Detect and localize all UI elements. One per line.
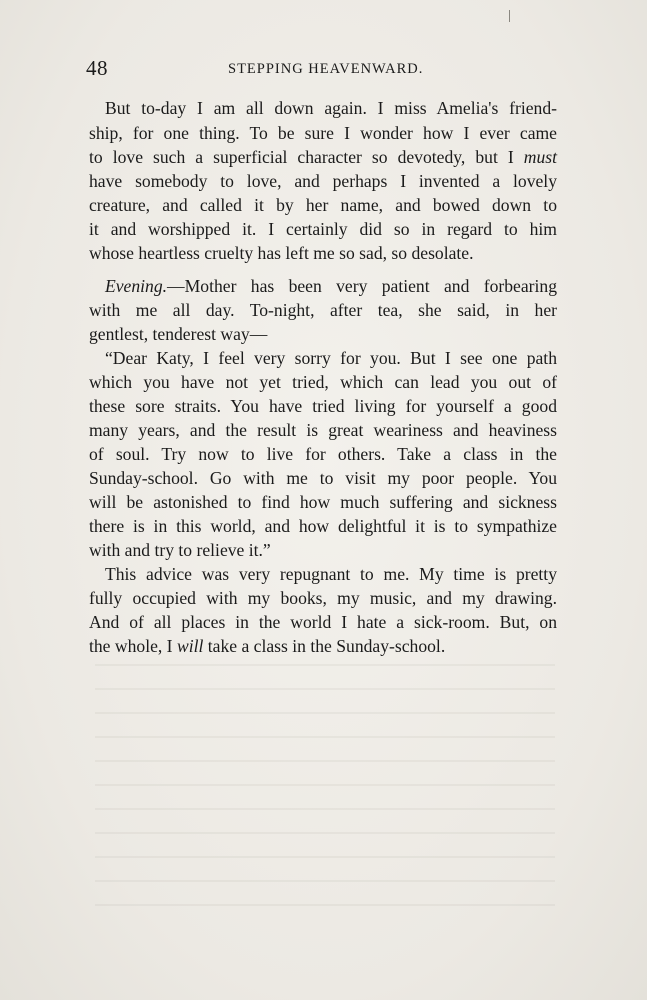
text-line: fully occupied with my books, my music, and my drawing. [89,588,557,608]
text-line: these sore straits. You have tried living for yourself a good [89,396,557,416]
text-line: “Dear Katy, I feel very sorry for you. But I see one path [105,348,557,368]
show-through-line [95,856,555,858]
show-through-line [95,808,555,810]
show-through-line [95,832,555,834]
page-number: 48 [86,56,108,80]
text-line: to love such a superficial character so devotedy, but I must [89,147,557,167]
running-title: STEPPING HEAVENWARD. [228,61,424,77]
show-through-line [95,688,555,690]
text-line: there is in this world, and how delightful it is to sympathize [89,516,557,536]
text-line: But to-day I am all down again. I miss Amelia's friend- [105,98,557,118]
text-line: will be astonished to find how much suffering and sickness [89,492,557,512]
text-line: Evening.—Mother has been very patient and forbearing [105,276,557,296]
text-line: gentlest, tenderest way— [89,324,268,344]
show-through-line [95,712,555,714]
text-line: And of all places in the world I hate a sick-room. But, on [89,612,557,632]
text-line: the whole, I will take a class in the Sunday-school. [89,636,446,656]
show-through-line [95,760,555,762]
text-line: ship, for one thing. To be sure I wonder how I ever came [89,123,557,143]
show-through-line [95,736,555,738]
print-speck [509,10,510,22]
text-line: whose heartless cruelty has left me so sad, so desolate. [89,243,474,263]
text-line: of soul. Try now to live for others. Take a class in the [89,444,557,464]
text-line: many years, and the result is great weariness and heaviness [89,420,557,440]
text-line: Sunday-school. Go with me to visit my poor people. You [89,468,557,488]
show-through-line [95,784,555,786]
text-line: which you have not yet tried, which can lead you out of [89,372,557,392]
show-through-line [95,664,555,666]
show-through-line [95,880,555,882]
text-line: with me all day. To-night, after tea, she said, in her [89,300,557,320]
text-line: creature, and called it by her name, and bowed down to [89,195,557,215]
show-through-line [95,904,555,906]
italic-word: must [523,147,557,167]
text-line: have somebody to love, and perhaps I invented a lovely [89,171,557,191]
page-header [86,56,556,86]
text-line: with and try to relieve it.” [89,540,271,560]
italic-word: Evening. [105,276,168,296]
text-line: it and worshipped it. I certainly did so in regard to him [89,219,557,239]
italic-word: will [176,636,204,656]
text-line: This advice was very repugnant to me. My time is pretty [105,564,557,584]
